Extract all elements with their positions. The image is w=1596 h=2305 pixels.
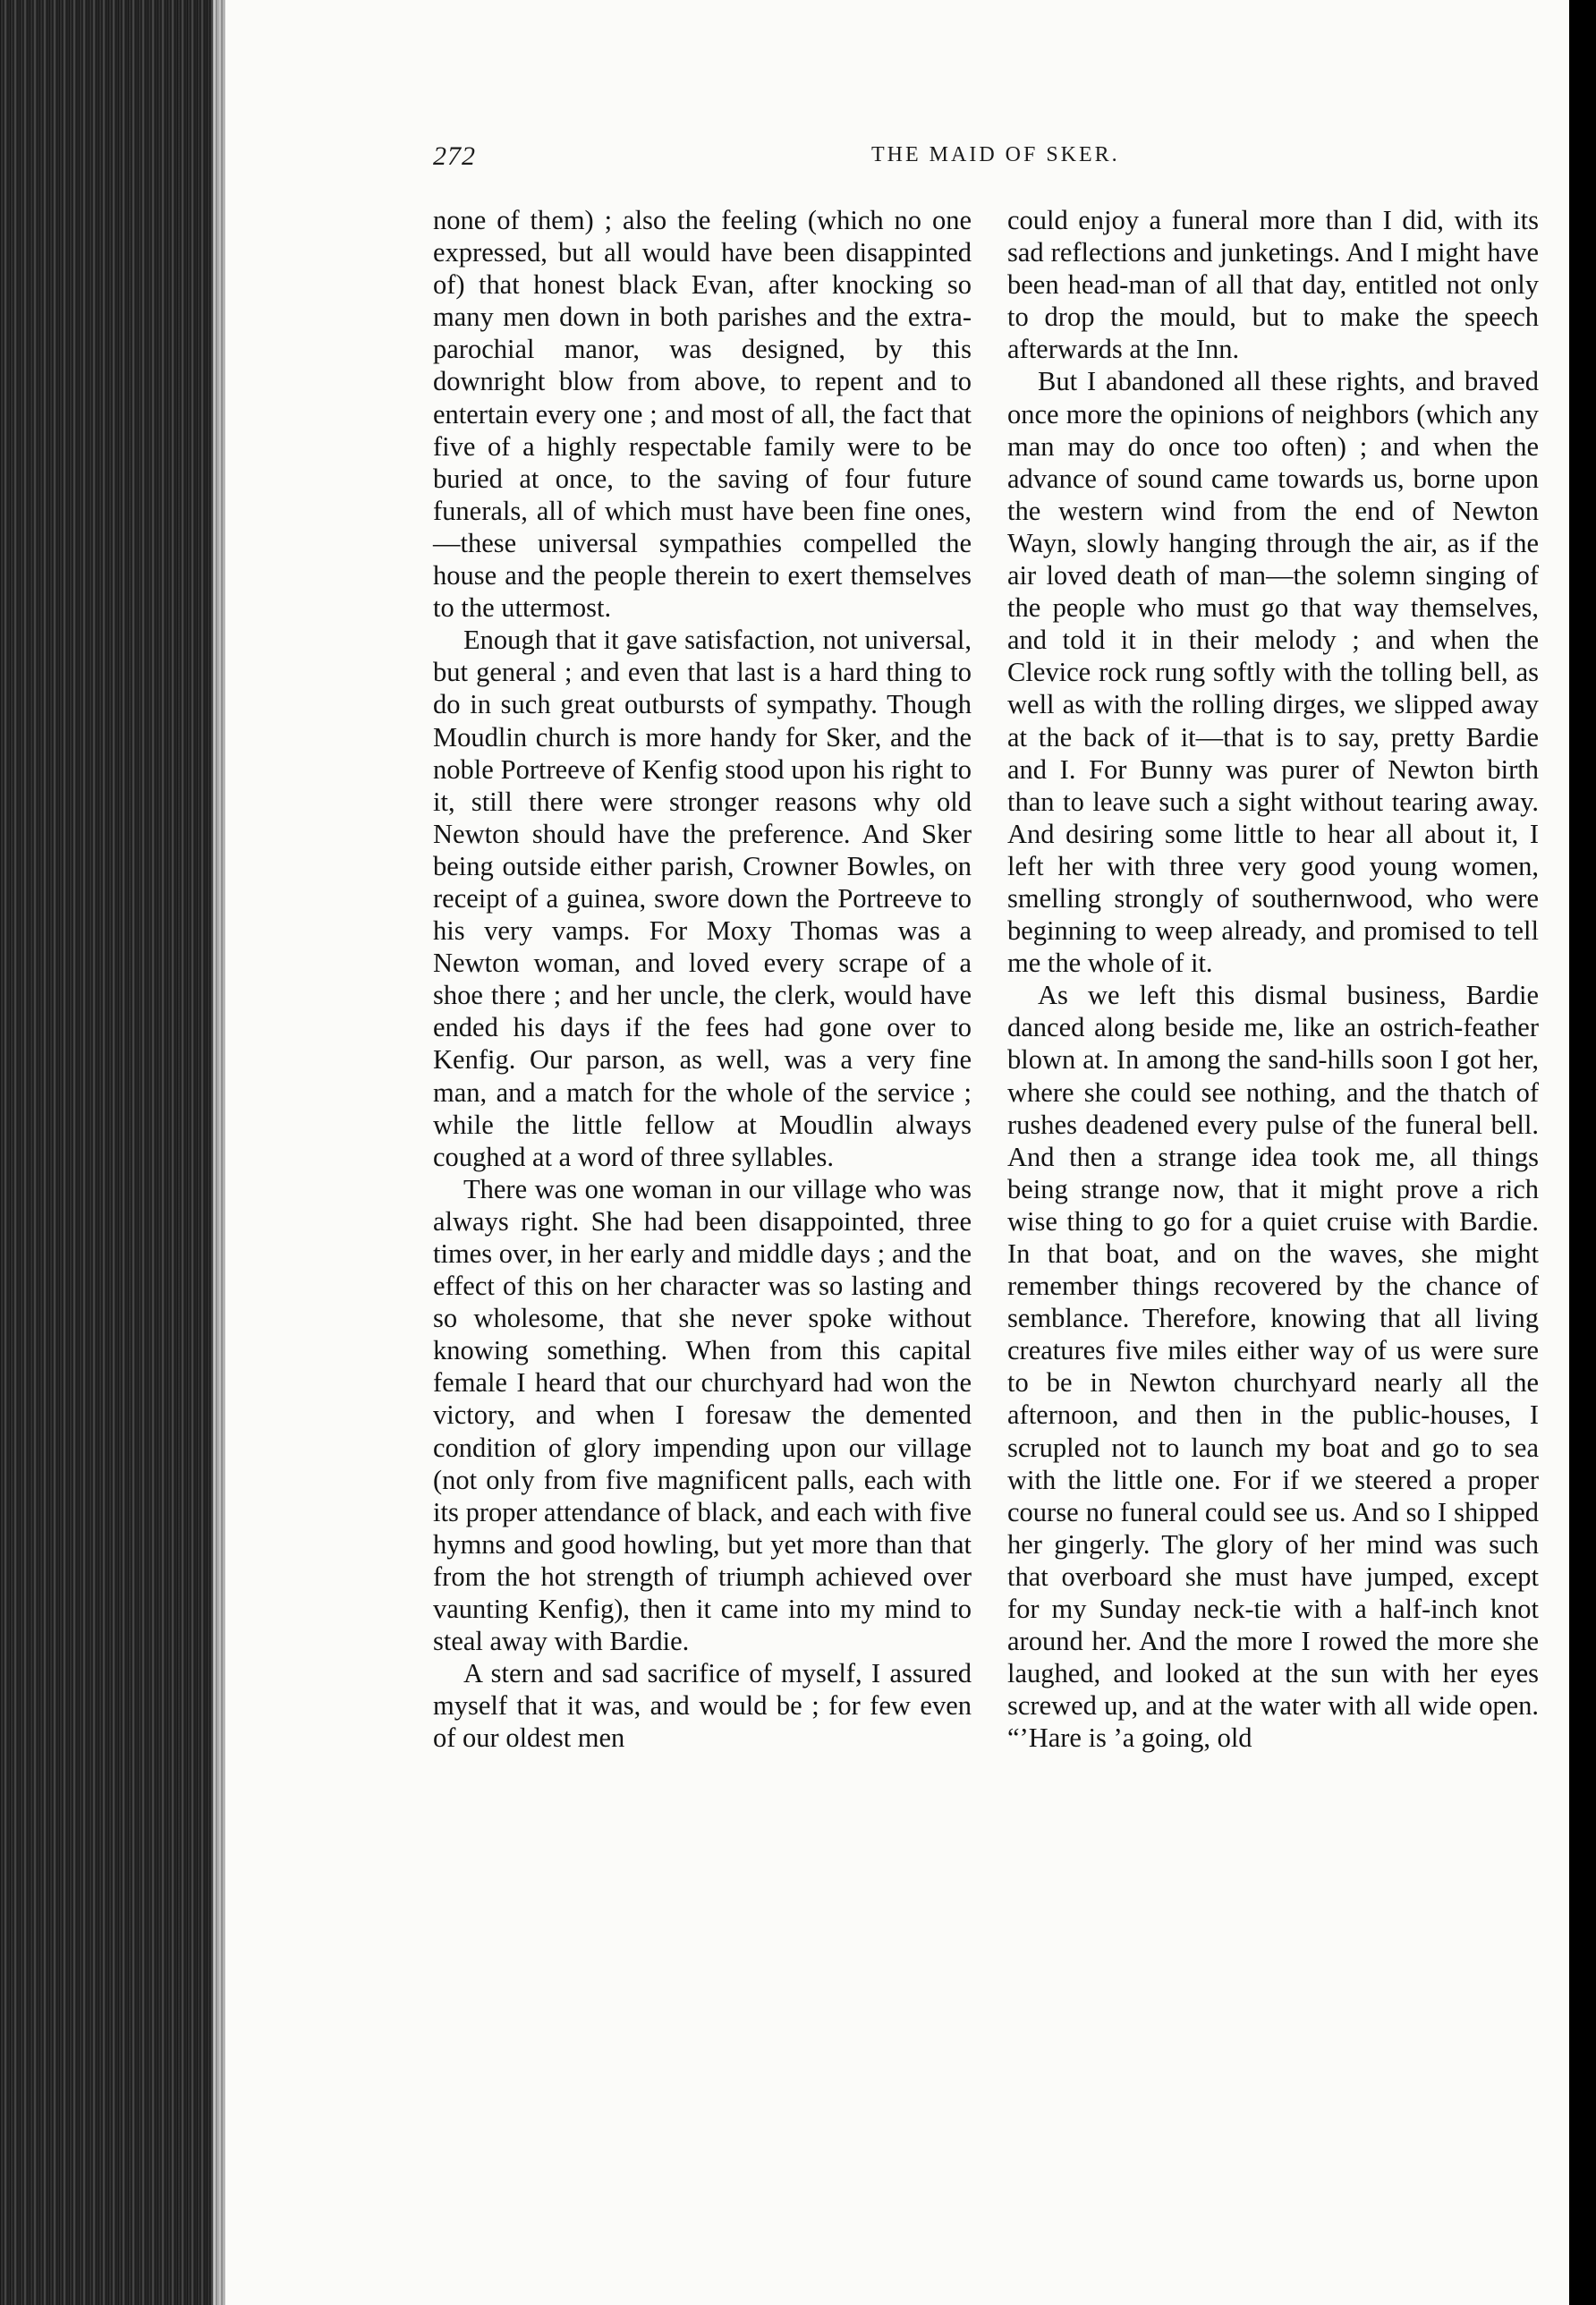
page-number: 272 xyxy=(433,141,476,171)
scan-right-margin xyxy=(1569,0,1596,2305)
paragraph: But I abandoned all these rights, and braved once more the opinions of neighbors (which any man may do once too often) ; and when the advance of sound came towards us, borne upon the western wind from the end of Newton Wayn, slowly hanging through the air, as if the air loved death of man—the solemn singing of the people who must go that way themselves, and told it in their melody ; and when the Clevice rock rung softly with the tolling bell, as well as with the rolling dirges, we slipped away at the back of it—that is to say, pretty Bardie and I. For Bunny was purer of Newton birth than to leave such a sight without tearing away. And desiring some little to hear all about it, I left her with three very good young women, smelling strongly of southernwood, who were beginning to weep already, and promised to tell me the whole of it. xyxy=(1007,366,1539,979)
scan-left-margin xyxy=(0,0,219,2305)
paragraph: As we left this dismal business, Bardie danced along beside me, like an ostrich-feather blown at. In among the sand-hills soon I got her, where she could see nothing, and the thatch of rushes deadened every pulse of the funeral bell. And then a strange idea took me, all things being strange now, that it might prove a rich wise thing to go for a quiet cruise with Bardie. In that boat, and on the waves, she might remember things recovered by the chance of semblance. Therefore, knowing that all living creatures five miles either way of us were sure to be in Newton churchyard nearly all the afternoon, and then in the public-houses, I scrupled not to launch my boat and go to sea with the little one. For if we steered a proper course no funeral could see us. And so I shipped her gingerly. The glory of her mind was such that overboard she must have jumped, except for my Sunday neck-tie with a half-inch knot around her. And the more I rowed the more she laughed, and looked at the sun with her eyes screwed up, and at the water with all wide open. “’Hare is ’a going, old xyxy=(1007,980,1539,1754)
paragraph: could enjoy a funeral more than I did, with its sad reflections and junketings. And I might have been head-man of all that day, entitled not only to drop the mould, but to make the speech afterwards at the Inn. xyxy=(1007,205,1539,365)
page-header xyxy=(433,141,1328,177)
paragraph: There was one woman in our village who was always right. She had been disappointed, three times over, in her early and middle days ; and the effect of this on her character was so lasting and so wholesome, that she never spoke without knowing something. When from this capital female I heard that our churchyard had won the victory, and when I foresaw the demented condition of glory impending upon our village (not only from five magnificent palls, each with its proper attendance of black, and each with five hymns and good howling, but yet more than that from the hot strength of triumph achieved over vaunting Kenfig), then it came into my mind to steal away with Bardie. xyxy=(433,1173,972,1657)
running-head: THE MAID OF SKER. xyxy=(871,143,1120,166)
paragraph: none of them) ; also the feeling (which no one expressed, but all would have been disappinted of) that honest black Evan, after knocking so many men down in both parishes and the extra-parochial manor, was designed, by this downright blow from above, to repent and to entertain every one ; and most of all, the fact that five of a highly respectable family were to be buried at once, to the saving of four future funerals, all of which must have been fine ones,—these universal sympathies compelled the house and the people therein to exert themselves to the uttermost. xyxy=(433,205,972,624)
left-column xyxy=(433,204,972,1755)
paragraph: A stern and sad sacrifice of myself, I assured myself that it was, and would be ; for few even of our oldest men xyxy=(433,1658,972,1754)
right-column xyxy=(1007,204,1539,1755)
paragraph: Enough that it gave satisfaction, not universal, but general ; and even that last is a hard thing to do in such great outbursts of sympathy. Though Moudlin church is more handy for Sker, and the noble Portreeve of Kenfig stood upon his right to it, still there were stronger reasons why old Newton should have the preference. And Sker being outside either parish, Crowner Bowles, on receipt of a guinea, swore down the Portreeve to his very vamps. For Moxy Thomas was a Newton woman, and loved every scrape of a shoe there ; and her uncle, the clerk, would have ended his days if the fees had gone over to Kenfig. Our parson, as well, was a very fine man, and a match for the whole of the service ; while the little fellow at Moudlin always coughed at a word of three syllables. xyxy=(433,625,972,1172)
